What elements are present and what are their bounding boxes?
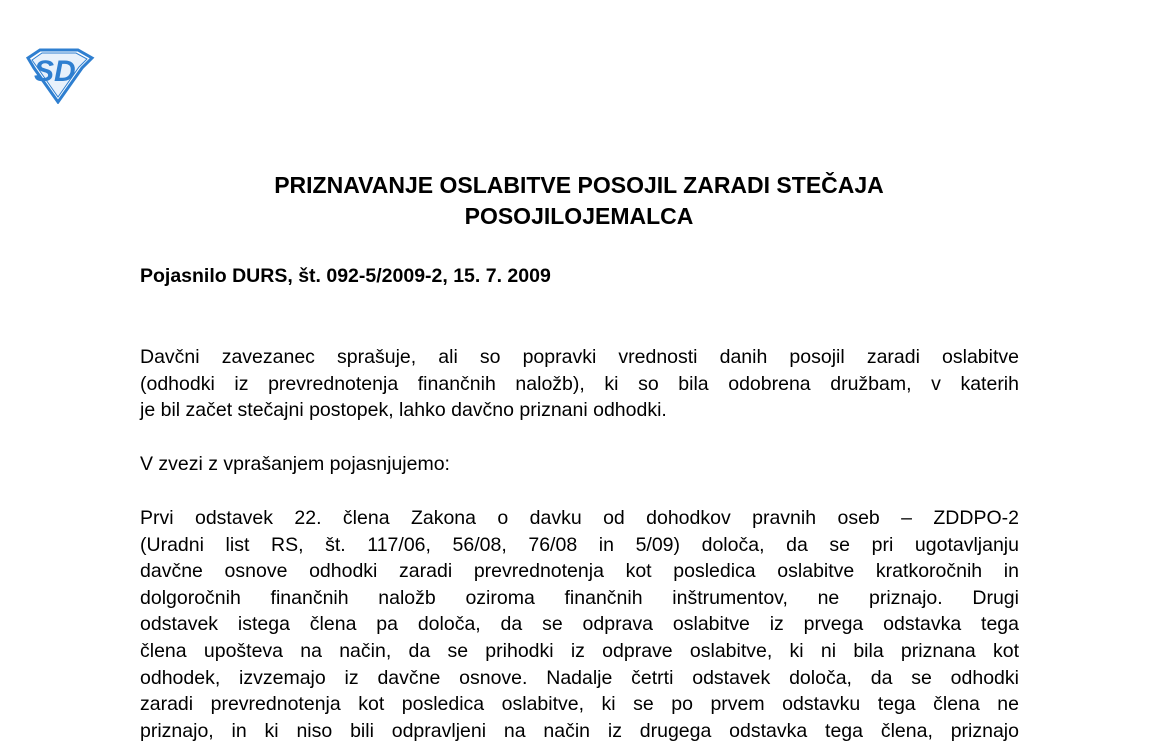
title-line-2: POSOJILOJEMALCA bbox=[464, 203, 694, 229]
paragraph-line: (Uradni list RS, št. 117/06, 56/08, 76/08 in 5/09) določa, da se pri ugotavljanju bbox=[140, 533, 1019, 556]
document-title bbox=[140, 170, 1018, 232]
paragraph-question bbox=[140, 344, 1019, 424]
paragraph-line: (odhodki iz prevrednotenja finančnih naložb), ki so bila odobrena družbam, v katerih bbox=[140, 372, 1019, 395]
document-reference: Pojasnilo DURS, št. 092-5/2009-2, 15. 7. 2009 bbox=[140, 265, 551, 287]
logo-lettering: SD bbox=[34, 55, 76, 88]
paragraph-line: je bil začet stečajni postopek, lahko davčno priznani odhodki. bbox=[140, 399, 667, 422]
paragraph-line: Davčni zavezanec sprašuje, ali so popravki vrednosti danih posojil zaradi oslabitve bbox=[140, 346, 1019, 368]
sd-shield-icon bbox=[22, 48, 96, 104]
paragraph-line: člena upošteva na način, da se prihodki iz odprave oslabitve, ki ni bila priznana kot bbox=[140, 639, 1019, 662]
paragraph-line: Prvi odstavek 22. člena Zakona o davku od dohodkov pravnih oseb – ZDDPO-2 bbox=[140, 507, 1019, 529]
title-line-1: PRIZNAVANJE OSLABITVE POSOJIL ZARADI STEČAJA bbox=[274, 172, 884, 198]
paragraph-line: odhodek, izvzemajo iz davčne osnove. Nadalje četrti odstavek določa, da se odhodki bbox=[140, 666, 1019, 689]
paragraph-intro bbox=[140, 451, 1019, 478]
paragraph-line: priznajo, in ki niso bili odpravljeni na način iz drugega odstavka tega člena, priznajo bbox=[140, 719, 1019, 742]
paragraph-line: V zvezi z vprašanjem pojasnjujemo: bbox=[140, 453, 450, 475]
paragraph-line: odstavek istega člena pa določa, da se odprava oslabitve iz prvega odstavka tega bbox=[140, 613, 1019, 636]
paragraph-explanation bbox=[140, 505, 1019, 744]
paragraph-line: dolgoročnih finančnih naložb oziroma finančnih inštrumentov, ne priznajo. Drugi bbox=[140, 586, 1019, 609]
paragraph-line: davčne osnove odhodki zaradi prevrednotenja kot posledica oslabitve kratkoročnih in bbox=[140, 560, 1019, 583]
sd-shield-logo bbox=[22, 48, 96, 104]
paragraph-line: zaradi prevrednotenja kot posledica oslabitve, ki se po prvem odstavku tega člena ne bbox=[140, 693, 1019, 716]
